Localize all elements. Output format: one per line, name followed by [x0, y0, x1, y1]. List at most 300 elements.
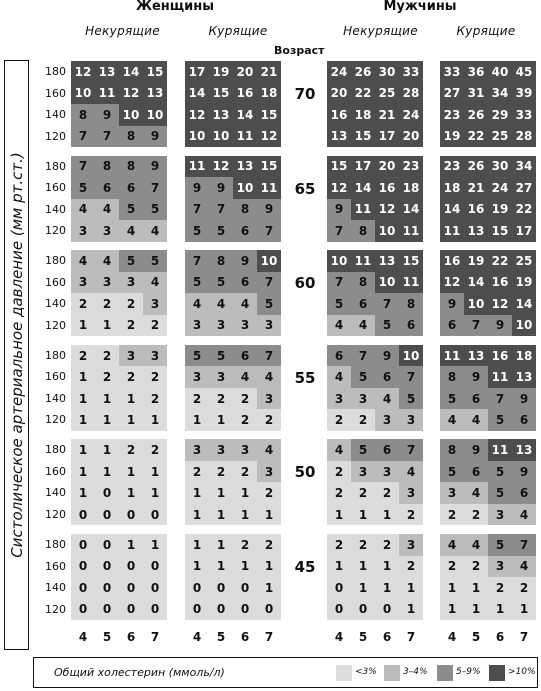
risk-cell: 14 — [464, 272, 488, 294]
risk-cell: 7 — [488, 388, 512, 410]
risk-cell: 1 — [71, 388, 95, 410]
risk-cell: 3 — [185, 439, 209, 461]
risk-cell: 34 — [512, 156, 536, 178]
risk-cell: 12 — [327, 177, 351, 199]
risk-cell: 2 — [399, 504, 423, 526]
risk-cell: 1 — [119, 461, 143, 483]
risk-cell: 1 — [71, 315, 95, 337]
cholesterol-tick: 4 — [192, 630, 202, 644]
risk-cell: 3 — [119, 272, 143, 294]
risk-cell: 16 — [488, 345, 512, 367]
risk-cell: 1 — [95, 461, 119, 483]
sbp-label: 180 — [45, 254, 66, 268]
men-smoking-header: Курящие — [456, 24, 516, 38]
risk-cell: 19 — [512, 272, 536, 294]
risk-cell: 1 — [119, 388, 143, 410]
risk-cell: 10 — [464, 293, 488, 315]
risk-cell: 5 — [209, 272, 233, 294]
risk-cell: 10 — [119, 104, 143, 126]
risk-cell: 11 — [399, 220, 423, 242]
risk-cell: 27 — [440, 83, 464, 105]
cholesterol-tick: 7 — [264, 630, 274, 644]
risk-cell: 15 — [209, 83, 233, 105]
risk-cell: 15 — [257, 156, 281, 178]
risk-cell: 9 — [440, 293, 464, 315]
risk-cell: 1 — [512, 599, 536, 621]
risk-cell: 24 — [327, 61, 351, 83]
risk-cell: 17 — [185, 61, 209, 83]
risk-cell: 16 — [375, 177, 399, 199]
risk-cell: 2 — [233, 461, 257, 483]
risk-cell: 3 — [209, 439, 233, 461]
y-axis-frame — [4, 60, 29, 650]
women-smoking-header: Курящие — [208, 24, 268, 38]
risk-cell: 2 — [375, 534, 399, 556]
risk-cell: 0 — [95, 504, 119, 526]
risk-cell: 2 — [351, 482, 375, 504]
risk-cell: 3 — [440, 482, 464, 504]
risk-cell: 5 — [327, 293, 351, 315]
risk-cell: 0 — [327, 599, 351, 621]
risk-cell: 28 — [399, 83, 423, 105]
risk-cell: 4 — [351, 315, 375, 337]
sbp-label: 180 — [45, 443, 66, 457]
risk-cell: 9 — [233, 250, 257, 272]
risk-cell: 15 — [257, 104, 281, 126]
risk-cell: 4 — [233, 293, 257, 315]
risk-cell: 2 — [512, 577, 536, 599]
risk-cell: 5 — [488, 461, 512, 483]
risk-cell: 4 — [327, 366, 351, 388]
legend-title: Общий холестерин (ммоль/л) — [54, 666, 225, 679]
sbp-label: 140 — [45, 581, 66, 594]
risk-cell: 3 — [71, 220, 95, 242]
risk-cell: 4 — [327, 315, 351, 337]
risk-cell: 7 — [209, 199, 233, 221]
risk-cell: 0 — [185, 599, 209, 621]
risk-cell: 20 — [375, 156, 399, 178]
risk-cell: 12 — [119, 83, 143, 105]
risk-cell: 1 — [95, 439, 119, 461]
risk-cell: 14 — [440, 199, 464, 221]
risk-cell: 6 — [512, 409, 536, 431]
risk-cell: 9 — [95, 104, 119, 126]
risk-cell: 1 — [143, 409, 167, 431]
risk-cell: 2 — [327, 461, 351, 483]
y-axis-label: Систолическое артериальное давление (мм рт.ст.) — [7, 152, 26, 558]
risk-cell: 4 — [512, 556, 536, 578]
risk-cell: 2 — [119, 439, 143, 461]
risk-cell: 8 — [209, 250, 233, 272]
legend — [33, 657, 538, 688]
risk-cell: 3 — [119, 345, 143, 367]
risk-cell: 2 — [119, 315, 143, 337]
risk-cell: 3 — [143, 345, 167, 367]
risk-cell: 17 — [351, 156, 375, 178]
risk-cell: 0 — [143, 556, 167, 578]
risk-cell: 0 — [71, 577, 95, 599]
risk-cell: 5 — [119, 250, 143, 272]
risk-cell: 23 — [440, 156, 464, 178]
risk-cell: 13 — [209, 104, 233, 126]
risk-cell: 7 — [185, 250, 209, 272]
risk-cell: 14 — [185, 83, 209, 105]
risk-cell: 2 — [71, 293, 95, 315]
risk-cell: 5 — [488, 409, 512, 431]
risk-cell: 1 — [375, 504, 399, 526]
cholesterol-tick: 6 — [382, 630, 392, 644]
risk-cell: 8 — [440, 439, 464, 461]
risk-cell: 8 — [440, 366, 464, 388]
risk-cell: 1 — [143, 482, 167, 504]
risk-cell: 5 — [257, 293, 281, 315]
risk-cell: 11 — [351, 250, 375, 272]
risk-cell: 3 — [488, 556, 512, 578]
risk-cell: 0 — [95, 599, 119, 621]
risk-cell: 27 — [512, 177, 536, 199]
risk-cell: 1 — [233, 504, 257, 526]
risk-cell: 2 — [351, 409, 375, 431]
risk-cell: 2 — [257, 409, 281, 431]
risk-cell: 30 — [375, 61, 399, 83]
risk-cell: 0 — [209, 577, 233, 599]
risk-cell: 12 — [209, 156, 233, 178]
risk-cell: 16 — [440, 250, 464, 272]
risk-cell: 7 — [95, 126, 119, 148]
risk-cell: 0 — [327, 577, 351, 599]
risk-cell: 5 — [351, 366, 375, 388]
risk-cell: 20 — [233, 61, 257, 83]
cholesterol-tick: 5 — [102, 630, 112, 644]
risk-cell: 9 — [512, 388, 536, 410]
risk-cell: 1 — [488, 599, 512, 621]
risk-cell: 12 — [440, 272, 464, 294]
risk-cell: 2 — [209, 388, 233, 410]
risk-cell: 11 — [440, 220, 464, 242]
risk-cell: 0 — [351, 599, 375, 621]
risk-cell: 25 — [512, 250, 536, 272]
risk-cell: 10 — [257, 250, 281, 272]
risk-cell: 4 — [95, 250, 119, 272]
sbp-label: 120 — [45, 602, 66, 616]
risk-cell: 2 — [71, 345, 95, 367]
sbp-label: 160 — [45, 464, 66, 478]
cholesterol-tick: 7 — [406, 630, 416, 644]
risk-cell: 39 — [512, 83, 536, 105]
sbp-label: 140 — [45, 108, 66, 121]
risk-cell: 5 — [143, 199, 167, 221]
risk-cell: 12 — [375, 199, 399, 221]
risk-cell: 18 — [399, 177, 423, 199]
risk-cell: 1 — [143, 461, 167, 483]
risk-cell: 13 — [95, 61, 119, 83]
risk-cell: 1 — [95, 388, 119, 410]
risk-cell: 14 — [233, 104, 257, 126]
sbp-label: 140 — [45, 202, 66, 216]
risk-cell: 22 — [488, 250, 512, 272]
risk-cell: 2 — [327, 534, 351, 556]
risk-cell: 11 — [488, 439, 512, 461]
risk-cell: 4 — [464, 534, 488, 556]
risk-cell: 16 — [327, 104, 351, 126]
risk-cell: 3 — [143, 293, 167, 315]
legend-swatch-3to4 — [384, 665, 400, 681]
risk-cell: 2 — [233, 388, 257, 410]
risk-cell: 31 — [464, 83, 488, 105]
risk-cell: 11 — [399, 272, 423, 294]
risk-cell: 26 — [351, 61, 375, 83]
cholesterol-tick: 4 — [78, 630, 88, 644]
age-label: 60 — [294, 274, 316, 293]
risk-cell: 0 — [143, 577, 167, 599]
risk-cell: 1 — [71, 461, 95, 483]
legend-swatch-lt3 — [336, 665, 352, 681]
risk-cell: 10 — [399, 345, 423, 367]
risk-cell: 1 — [440, 577, 464, 599]
risk-cell: 3 — [351, 388, 375, 410]
risk-cell: 5 — [375, 315, 399, 337]
risk-cell: 2 — [143, 315, 167, 337]
risk-cell: 1 — [71, 409, 95, 431]
sbp-label: 120 — [45, 224, 66, 238]
risk-cell: 1 — [233, 482, 257, 504]
risk-cell: 9 — [327, 199, 351, 221]
risk-cell: 0 — [71, 599, 95, 621]
risk-cell: 7 — [257, 220, 281, 242]
risk-cell: 6 — [233, 272, 257, 294]
risk-cell: 16 — [488, 272, 512, 294]
risk-cell: 6 — [440, 315, 464, 337]
risk-cell: 6 — [512, 482, 536, 504]
risk-cell: 3 — [399, 409, 423, 431]
cholesterol-tick: 5 — [216, 630, 226, 644]
risk-cell: 29 — [488, 104, 512, 126]
sbp-label: 180 — [45, 348, 66, 362]
risk-cell: 4 — [464, 482, 488, 504]
risk-cell: 18 — [351, 104, 375, 126]
risk-cell: 1 — [375, 556, 399, 578]
sbp-label: 160 — [45, 275, 66, 289]
risk-cell: 0 — [233, 577, 257, 599]
risk-cell: 22 — [464, 126, 488, 148]
age-label: 50 — [294, 463, 316, 482]
risk-cell: 7 — [399, 439, 423, 461]
risk-cell: 4 — [464, 409, 488, 431]
risk-cell: 8 — [95, 156, 119, 178]
sbp-label: 140 — [45, 391, 66, 405]
risk-cell: 2 — [233, 409, 257, 431]
risk-cell: 14 — [119, 61, 143, 83]
risk-cell: 1 — [209, 482, 233, 504]
risk-cell: 3 — [399, 534, 423, 556]
risk-cell: 1 — [185, 409, 209, 431]
risk-cell: 11 — [185, 156, 209, 178]
risk-cell: 16 — [464, 199, 488, 221]
risk-cell: 19 — [464, 250, 488, 272]
risk-cell: 2 — [327, 482, 351, 504]
sbp-label: 120 — [45, 413, 66, 427]
risk-cell: 7 — [71, 126, 95, 148]
risk-cell: 1 — [143, 534, 167, 556]
risk-cell: 11 — [351, 199, 375, 221]
risk-cell: 21 — [257, 61, 281, 83]
risk-cell: 28 — [512, 126, 536, 148]
risk-cell: 40 — [488, 61, 512, 83]
risk-cell: 4 — [143, 220, 167, 242]
women-nonsmoking-header: Некурящие — [85, 24, 160, 38]
legend-label-5to9: 5–9% — [456, 667, 481, 677]
risk-cell: 5 — [440, 388, 464, 410]
risk-cell: 1 — [440, 599, 464, 621]
risk-cell: 8 — [233, 199, 257, 221]
risk-cell: 1 — [233, 556, 257, 578]
risk-cell: 7 — [464, 315, 488, 337]
risk-cell: 9 — [375, 345, 399, 367]
risk-cell: 3 — [351, 461, 375, 483]
risk-cell: 3 — [233, 315, 257, 337]
risk-cell: 1 — [119, 409, 143, 431]
risk-cell: 1 — [351, 504, 375, 526]
risk-cell: 26 — [464, 104, 488, 126]
sbp-label: 160 — [45, 181, 66, 195]
risk-cell: 3 — [375, 409, 399, 431]
risk-cell: 22 — [351, 83, 375, 105]
sbp-label: 160 — [45, 370, 66, 384]
risk-cell: 8 — [119, 126, 143, 148]
age-label: 70 — [294, 85, 316, 103]
risk-cell: 3 — [375, 461, 399, 483]
risk-cell: 13 — [512, 366, 536, 388]
risk-cell: 8 — [71, 104, 95, 126]
risk-cell: 5 — [488, 534, 512, 556]
risk-cell: 13 — [375, 250, 399, 272]
risk-cell: 0 — [185, 577, 209, 599]
risk-cell: 9 — [209, 177, 233, 199]
risk-cell: 0 — [257, 599, 281, 621]
risk-cell: 1 — [185, 482, 209, 504]
risk-cell: 4 — [209, 293, 233, 315]
risk-cell: 19 — [440, 126, 464, 148]
risk-cell: 2 — [119, 366, 143, 388]
sbp-label: 140 — [45, 486, 66, 500]
risk-cell: 5 — [488, 482, 512, 504]
risk-cell: 4 — [257, 439, 281, 461]
risk-cell: 9 — [464, 366, 488, 388]
risk-cell: 11 — [233, 126, 257, 148]
risk-cell: 1 — [257, 577, 281, 599]
risk-cell: 1 — [327, 504, 351, 526]
sbp-label: 120 — [45, 507, 66, 521]
risk-cell: 1 — [185, 504, 209, 526]
risk-cell: 4 — [119, 220, 143, 242]
risk-cell: 18 — [440, 177, 464, 199]
risk-cell: 4 — [257, 366, 281, 388]
risk-cell: 2 — [440, 556, 464, 578]
risk-cell: 9 — [185, 177, 209, 199]
risk-cell: 33 — [399, 61, 423, 83]
risk-cell: 3 — [95, 272, 119, 294]
risk-cell: 1 — [327, 556, 351, 578]
risk-cell: 13 — [233, 156, 257, 178]
risk-cell: 14 — [512, 293, 536, 315]
risk-cell: 4 — [185, 293, 209, 315]
sbp-label: 160 — [45, 86, 66, 100]
risk-cell: 1 — [351, 577, 375, 599]
risk-cell: 0 — [375, 599, 399, 621]
risk-cell: 7 — [327, 272, 351, 294]
risk-cell: 0 — [71, 504, 95, 526]
risk-cell: 6 — [233, 345, 257, 367]
risk-cell: 5 — [209, 220, 233, 242]
risk-cell: 26 — [464, 156, 488, 178]
risk-cell: 6 — [399, 315, 423, 337]
risk-cell: 12 — [185, 104, 209, 126]
risk-cell: 45 — [512, 61, 536, 83]
age-label: 65 — [294, 179, 316, 198]
risk-cell: 2 — [257, 482, 281, 504]
risk-cell: 1 — [351, 556, 375, 578]
risk-cell: 3 — [233, 439, 257, 461]
risk-cell: 19 — [488, 199, 512, 221]
age-label: 45 — [294, 558, 316, 576]
cholesterol-tick: 6 — [126, 630, 136, 644]
cholesterol-tick: 7 — [150, 630, 160, 644]
risk-cell: 11 — [488, 366, 512, 388]
risk-cell: 10 — [233, 177, 257, 199]
risk-cell: 24 — [488, 177, 512, 199]
risk-cell: 0 — [119, 556, 143, 578]
risk-cell: 10 — [375, 272, 399, 294]
risk-cell: 2 — [464, 504, 488, 526]
risk-cell: 20 — [327, 83, 351, 105]
risk-cell: 3 — [71, 272, 95, 294]
risk-cell: 17 — [512, 220, 536, 242]
risk-cell: 4 — [327, 439, 351, 461]
risk-cell: 10 — [143, 104, 167, 126]
cholesterol-tick: 4 — [447, 630, 457, 644]
risk-cell: 9 — [257, 199, 281, 221]
risk-cell: 6 — [233, 220, 257, 242]
risk-cell: 0 — [143, 599, 167, 621]
risk-cell: 10 — [375, 220, 399, 242]
risk-cell: 2 — [375, 482, 399, 504]
risk-cell: 20 — [399, 126, 423, 148]
risk-cell: 2 — [209, 461, 233, 483]
risk-cell: 6 — [327, 345, 351, 367]
risk-cell: 6 — [375, 439, 399, 461]
risk-cell: 7 — [257, 345, 281, 367]
risk-cell: 33 — [440, 61, 464, 83]
risk-cell: 0 — [71, 534, 95, 556]
risk-cell: 1 — [185, 534, 209, 556]
risk-cell: 1 — [257, 556, 281, 578]
cholesterol-tick: 6 — [495, 630, 505, 644]
risk-cell: 1 — [464, 577, 488, 599]
risk-cell: 0 — [95, 482, 119, 504]
sbp-label: 180 — [45, 538, 66, 551]
risk-cell: 0 — [95, 534, 119, 556]
risk-cell: 2 — [351, 534, 375, 556]
risk-cell: 10 — [512, 315, 536, 337]
risk-cell: 7 — [399, 366, 423, 388]
men-nonsmoking-header: Некурящие — [343, 24, 418, 38]
risk-cell: 9 — [488, 315, 512, 337]
risk-cell: 2 — [185, 461, 209, 483]
risk-cell: 3 — [257, 461, 281, 483]
sbp-label: 120 — [45, 129, 66, 143]
risk-cell: 14 — [399, 199, 423, 221]
risk-cell: 4 — [71, 250, 95, 272]
